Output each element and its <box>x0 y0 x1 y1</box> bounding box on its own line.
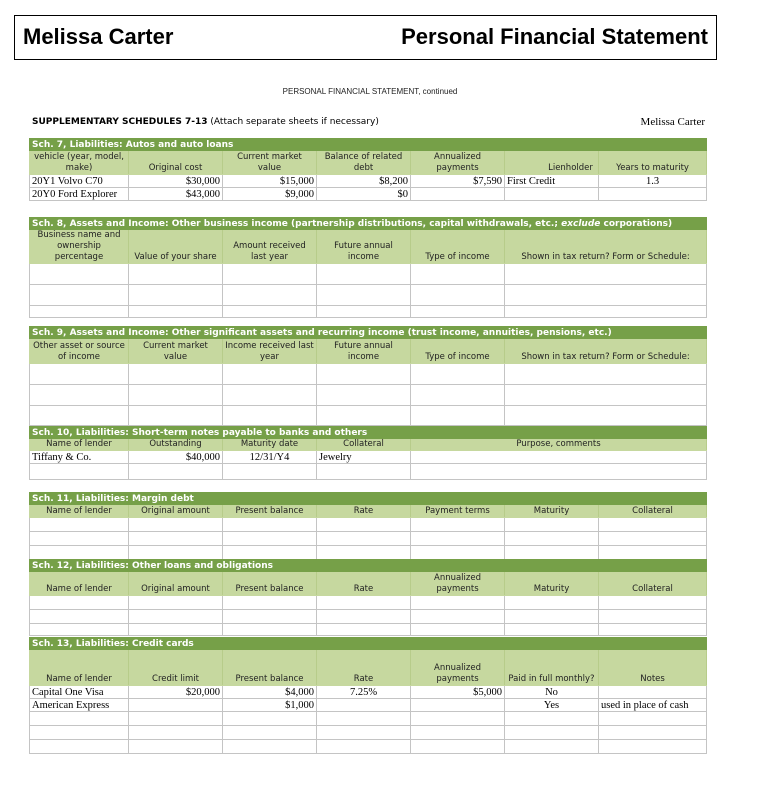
table-cell[interactable] <box>223 518 317 532</box>
table-cell[interactable] <box>505 596 599 610</box>
schedule-8-title-italic: exclude <box>561 218 601 229</box>
table-cell[interactable] <box>505 532 599 546</box>
header-box <box>14 15 717 60</box>
table-cell[interactable] <box>317 699 411 712</box>
column-header: Credit limit <box>129 650 223 686</box>
table-cell[interactable] <box>30 532 129 546</box>
table-cell[interactable]: $20,000 <box>129 686 223 699</box>
column-header: vehicle (year, model, make) <box>30 151 129 175</box>
table-cell[interactable] <box>223 712 317 726</box>
schedule-13-table <box>29 637 707 754</box>
table-cell[interactable] <box>317 306 411 318</box>
table-cell[interactable]: $30,000 <box>129 175 223 188</box>
table-cell[interactable] <box>129 610 223 624</box>
table-cell[interactable] <box>129 596 223 610</box>
table-cell[interactable]: $7,590 <box>411 175 505 188</box>
supplementary-name: Melissa Carter <box>640 116 705 128</box>
table-cell[interactable] <box>505 188 599 201</box>
table-cell[interactable]: $1,000 <box>223 699 317 712</box>
table-cell[interactable] <box>505 740 599 754</box>
table-cell[interactable] <box>30 740 129 754</box>
table-cell[interactable] <box>599 518 707 532</box>
table-cell[interactable] <box>129 518 223 532</box>
table-cell[interactable] <box>411 624 505 636</box>
table-cell[interactable] <box>317 518 411 532</box>
table-cell[interactable]: $40,000 <box>129 451 223 464</box>
table-cell[interactable] <box>30 264 129 285</box>
column-header: Original cost <box>129 151 223 175</box>
table-cell[interactable] <box>599 686 707 699</box>
table-cell[interactable] <box>223 364 317 385</box>
table-cell[interactable] <box>30 406 129 426</box>
table-cell[interactable] <box>317 264 411 285</box>
table-cell[interactable] <box>599 596 707 610</box>
table-cell[interactable] <box>30 610 129 624</box>
table-cell[interactable] <box>223 264 317 285</box>
column-header: Name of lender <box>30 650 129 686</box>
table-cell[interactable]: $9,000 <box>223 188 317 201</box>
column-header: Outstanding <box>129 439 223 451</box>
column-header: Type of income <box>411 230 505 264</box>
supplementary-title <box>32 117 379 127</box>
table-cell[interactable] <box>30 726 129 740</box>
table-cell[interactable]: $43,000 <box>129 188 223 201</box>
column-header: Present balance <box>223 572 317 596</box>
column-header: Collateral <box>317 439 411 451</box>
column-header: Shown in tax return? Form or Schedule: <box>505 339 707 364</box>
table-cell[interactable] <box>505 264 707 285</box>
column-header: Type of income <box>411 339 505 364</box>
table-cell[interactable]: used in place of cash <box>599 699 707 712</box>
table-cell[interactable] <box>411 532 505 546</box>
column-header: Notes <box>599 650 707 686</box>
table-cell[interactable] <box>599 624 707 636</box>
column-header: Rate <box>317 572 411 596</box>
table-cell[interactable] <box>411 285 505 306</box>
table-cell[interactable] <box>223 406 317 426</box>
table-cell[interactable] <box>223 306 317 318</box>
column-header: Present balance <box>223 650 317 686</box>
table-cell[interactable] <box>317 285 411 306</box>
table-cell[interactable] <box>223 610 317 624</box>
table-cell[interactable] <box>505 726 599 740</box>
schedule-9-title: Sch. 9, Assets and Income: Other significant assets and recurring income (trust income, annuities, pensions, etc.) <box>30 327 707 339</box>
column-header: Name of lender <box>30 439 129 451</box>
column-header: Maturity <box>505 505 599 518</box>
schedule-8-table <box>29 217 707 318</box>
table-cell[interactable] <box>505 385 707 406</box>
schedule-8-title-end: corporations) <box>600 218 673 229</box>
table-cell[interactable] <box>317 546 411 560</box>
table-cell[interactable] <box>129 306 223 318</box>
column-header: Collateral <box>599 572 707 596</box>
table-cell[interactable] <box>30 306 129 318</box>
table-cell[interactable]: 20Y0 Ford Explorer <box>30 188 129 201</box>
table-cell[interactable]: American Express <box>30 699 129 712</box>
column-header: Other asset or source of income <box>30 339 129 364</box>
table-cell[interactable] <box>129 406 223 426</box>
table-cell[interactable] <box>129 532 223 546</box>
table-cell[interactable] <box>129 726 223 740</box>
table-cell[interactable] <box>505 518 599 532</box>
table-cell[interactable] <box>129 285 223 306</box>
table-cell[interactable]: Jewelry <box>317 451 411 464</box>
column-header: Annualized payments <box>411 572 505 596</box>
schedule-8-title-text: Sch. 8, Assets and Income: Other business income (partnership distributions, capital withdrawals, etc.; <box>32 218 562 229</box>
table-cell[interactable] <box>223 385 317 406</box>
table-cell[interactable] <box>129 385 223 406</box>
column-header: Original amount <box>129 505 223 518</box>
supplementary-title-bold: SUPPLEMENTARY SCHEDULES 7-13 <box>32 117 208 127</box>
table-cell[interactable]: No <box>505 686 599 699</box>
table-cell[interactable] <box>30 285 129 306</box>
table-cell[interactable] <box>317 726 411 740</box>
column-header: Shown in tax return? Form or Schedule: <box>505 230 707 264</box>
column-header: Name of lender <box>30 505 129 518</box>
table-cell[interactable] <box>411 264 505 285</box>
column-header: Amount received last year <box>223 230 317 264</box>
table-cell[interactable]: 7.25% <box>317 686 411 699</box>
column-header: Purpose, comments <box>411 439 707 451</box>
column-header: Business name and ownership percentage <box>30 230 129 264</box>
table-cell[interactable] <box>505 712 599 726</box>
column-header: Rate <box>317 650 411 686</box>
table-cell[interactable] <box>505 406 707 426</box>
table-cell[interactable] <box>317 596 411 610</box>
table-cell[interactable]: $15,000 <box>223 175 317 188</box>
table-cell[interactable] <box>411 610 505 624</box>
column-header: Future annual income <box>317 339 411 364</box>
column-header: Income received last year <box>223 339 317 364</box>
table-cell[interactable] <box>317 610 411 624</box>
schedule-11-title: Sch. 11, Liabilities: Margin debt <box>30 493 707 505</box>
column-header: Balance of related debt <box>317 151 411 175</box>
table-cell[interactable] <box>411 464 707 480</box>
table-cell[interactable] <box>223 624 317 636</box>
table-cell[interactable] <box>317 406 411 426</box>
table-cell[interactable]: Capital One Visa <box>30 686 129 699</box>
table-cell[interactable] <box>129 712 223 726</box>
schedule-12-table <box>29 559 707 636</box>
table-cell[interactable] <box>411 699 505 712</box>
table-cell[interactable] <box>411 740 505 754</box>
table-cell[interactable]: $8,200 <box>317 175 411 188</box>
table-cell[interactable]: $5,000 <box>411 686 505 699</box>
schedule-9-table <box>29 326 707 426</box>
table-cell[interactable] <box>411 451 707 464</box>
owner-name: Melissa Carter <box>23 24 174 49</box>
table-cell[interactable] <box>223 546 317 560</box>
table-cell[interactable] <box>599 532 707 546</box>
table-cell[interactable] <box>30 464 129 480</box>
table-cell[interactable] <box>505 364 707 385</box>
table-cell[interactable] <box>505 624 599 636</box>
table-cell[interactable] <box>505 546 599 560</box>
table-cell[interactable] <box>411 385 505 406</box>
table-cell[interactable] <box>317 740 411 754</box>
schedule-11-table <box>29 492 707 560</box>
table-cell[interactable] <box>30 712 129 726</box>
table-cell[interactable] <box>223 596 317 610</box>
table-cell[interactable] <box>317 364 411 385</box>
schedule-10-title: Sch. 10, Liabilities: Short-term notes payable to banks and others <box>30 427 707 439</box>
table-cell[interactable] <box>317 532 411 546</box>
column-header: Years to maturity <box>599 151 707 175</box>
table-cell[interactable] <box>30 546 129 560</box>
column-header: Rate <box>317 505 411 518</box>
column-header: Value of your share <box>129 230 223 264</box>
table-cell[interactable] <box>223 464 317 480</box>
continued-label: PERSONAL FINANCIAL STATEMENT, continued <box>282 87 458 96</box>
table-cell[interactable] <box>599 712 707 726</box>
table-cell[interactable]: 20Y1 Volvo C70 <box>30 175 129 188</box>
column-header: Maturity <box>505 572 599 596</box>
table-cell[interactable] <box>411 306 505 318</box>
table-cell[interactable] <box>30 624 129 636</box>
table-cell[interactable] <box>411 188 505 201</box>
table-cell[interactable] <box>129 624 223 636</box>
table-cell[interactable] <box>129 546 223 560</box>
table-cell[interactable] <box>411 596 505 610</box>
table-cell[interactable]: 1.3 <box>599 175 707 188</box>
column-header: Lienholder <box>505 151 599 175</box>
table-cell[interactable]: $0 <box>317 188 411 201</box>
column-header: Future annual income <box>317 230 411 264</box>
table-cell[interactable] <box>411 518 505 532</box>
column-header: Original amount <box>129 572 223 596</box>
schedule-7-table <box>29 138 707 201</box>
table-cell[interactable] <box>129 740 223 754</box>
column-header: Current market value <box>129 339 223 364</box>
column-header: Annualized payments <box>411 151 505 175</box>
table-cell[interactable]: Tiffany & Co. <box>30 451 129 464</box>
supplementary-title-rest: (Attach separate sheets if necessary) <box>207 117 379 127</box>
table-cell[interactable] <box>223 285 317 306</box>
table-cell[interactable] <box>317 385 411 406</box>
table-cell[interactable] <box>30 518 129 532</box>
table-cell[interactable] <box>599 610 707 624</box>
column-header: Current market value <box>223 151 317 175</box>
table-cell[interactable] <box>129 464 223 480</box>
table-cell[interactable] <box>317 624 411 636</box>
table-cell[interactable] <box>30 385 129 406</box>
column-header: Payment terms <box>411 505 505 518</box>
schedule-13-title: Sch. 13, Liabilities: Credit cards <box>30 638 707 650</box>
column-header: Name of lender <box>30 572 129 596</box>
table-cell[interactable] <box>223 532 317 546</box>
column-header: Annualized payments <box>411 650 505 686</box>
table-cell[interactable] <box>317 464 411 480</box>
document-title: Personal Financial Statement <box>401 24 708 49</box>
schedule-12-title: Sch. 12, Liabilities: Other loans and obligations <box>30 560 707 572</box>
schedule-7-title: Sch. 7, Liabilities: Autos and auto loans <box>30 139 707 151</box>
table-cell[interactable] <box>599 546 707 560</box>
table-cell[interactable]: 12/31/Y4 <box>223 451 317 464</box>
column-header: Present balance <box>223 505 317 518</box>
schedule-10-table <box>29 426 707 480</box>
table-cell[interactable] <box>599 740 707 754</box>
column-header: Maturity date <box>223 439 317 451</box>
table-cell[interactable] <box>411 712 505 726</box>
table-cell[interactable] <box>223 740 317 754</box>
column-header: Paid in full monthly? <box>505 650 599 686</box>
table-cell[interactable]: Yes <box>505 699 599 712</box>
table-cell[interactable] <box>129 264 223 285</box>
schedule-8-title <box>30 218 707 230</box>
table-cell[interactable]: $4,000 <box>223 686 317 699</box>
table-cell[interactable] <box>129 364 223 385</box>
table-cell[interactable] <box>411 364 505 385</box>
table-cell[interactable] <box>505 306 707 318</box>
table-cell[interactable] <box>411 546 505 560</box>
table-cell[interactable] <box>505 610 599 624</box>
column-header: Collateral <box>599 505 707 518</box>
table-cell[interactable] <box>223 726 317 740</box>
table-cell[interactable] <box>505 285 707 306</box>
table-cell[interactable] <box>129 699 223 712</box>
table-cell[interactable] <box>30 364 129 385</box>
table-cell[interactable] <box>317 712 411 726</box>
table-cell[interactable]: First Credit <box>505 175 599 188</box>
table-cell[interactable] <box>599 726 707 740</box>
table-cell[interactable] <box>411 406 505 426</box>
table-cell[interactable] <box>411 726 505 740</box>
table-cell[interactable] <box>599 188 707 201</box>
table-cell[interactable] <box>30 596 129 610</box>
